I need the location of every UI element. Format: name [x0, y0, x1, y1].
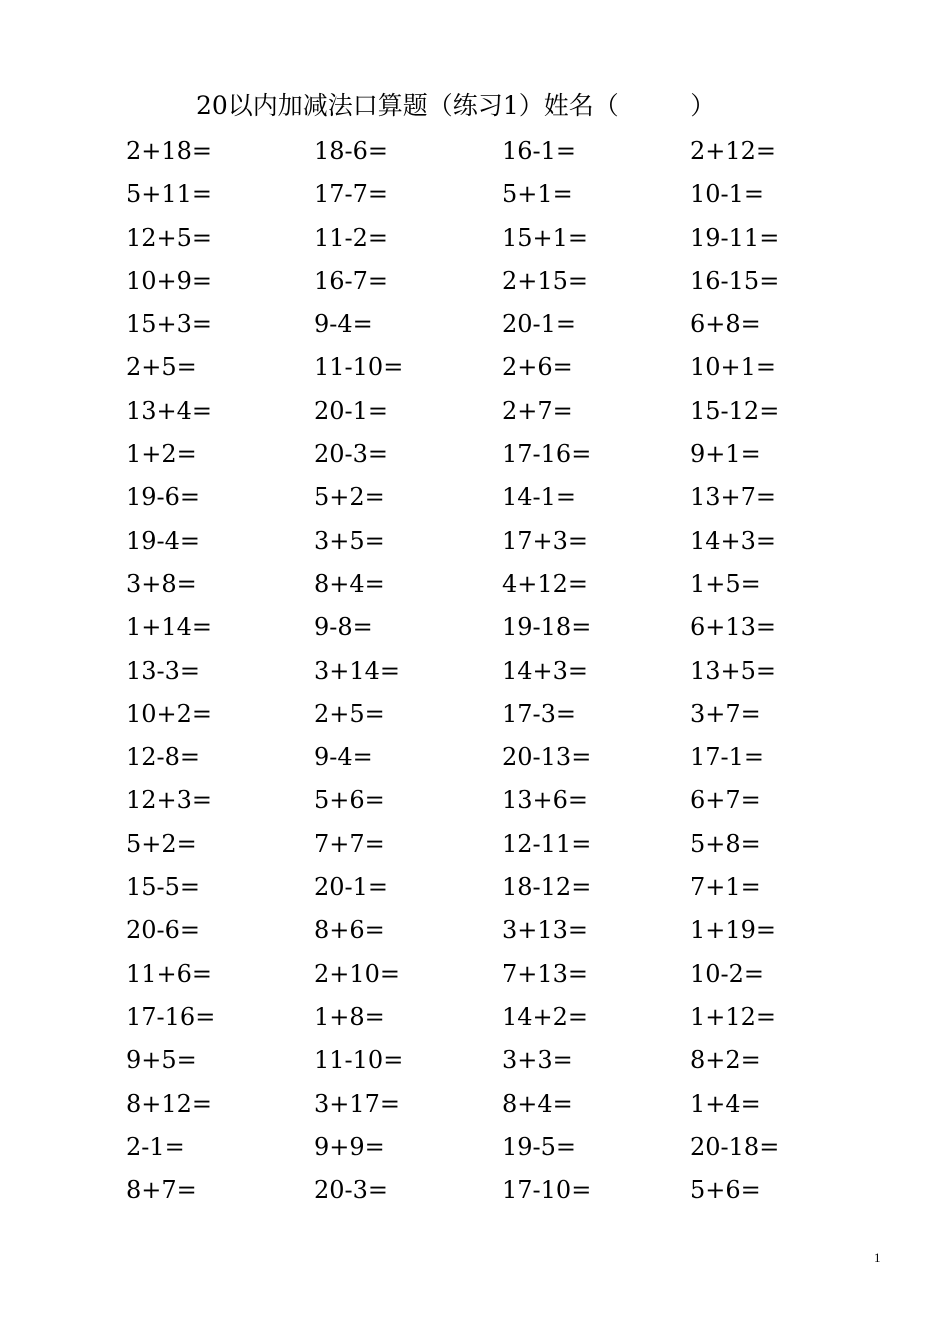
problem-row [126, 173, 886, 216]
math-problem: 19-5= [502, 1132, 577, 1161]
math-problem: 15+1= [502, 223, 589, 252]
math-problem: 11+6= [126, 959, 213, 988]
math-problem: 1+8= [314, 1002, 385, 1031]
math-problem: 7+1= [690, 873, 761, 902]
math-problem: 17-7= [314, 180, 389, 209]
problem-row [126, 433, 886, 476]
math-problem: 17-10= [502, 1176, 592, 1205]
math-problem: 12+3= [126, 786, 213, 815]
math-problem: 19-11= [690, 223, 780, 252]
math-problem: 5+11= [126, 180, 213, 209]
math-problem: 20-3= [314, 440, 389, 469]
math-problem: 2+6= [502, 353, 573, 382]
problem-row [126, 606, 886, 649]
math-problem: 10+2= [126, 699, 213, 728]
math-problem: 13+4= [126, 396, 213, 425]
math-problem: 9-4= [314, 310, 373, 339]
math-problem: 12+5= [126, 223, 213, 252]
math-problem: 3+17= [314, 1089, 401, 1118]
math-problem: 8+4= [314, 569, 385, 598]
math-problem: 5+6= [314, 786, 385, 815]
problem-row [126, 563, 886, 606]
math-problem: 6+8= [690, 310, 761, 339]
math-problem: 2+7= [502, 396, 573, 425]
math-problem: 20-13= [502, 743, 592, 772]
problem-row [126, 650, 886, 693]
math-problem: 6+13= [690, 613, 777, 642]
problem-grid [126, 130, 886, 1212]
math-problem: 2+18= [126, 137, 213, 165]
math-problem: 20-1= [314, 396, 389, 425]
math-problem: 19-6= [126, 483, 201, 512]
math-problem: 13+6= [502, 786, 589, 815]
math-problem: 5+2= [126, 829, 197, 858]
problem-row [126, 217, 886, 260]
math-problem: 20-6= [126, 916, 201, 945]
problem-row [126, 260, 886, 303]
math-problem: 8+4= [502, 1089, 573, 1118]
math-problem: 1+19= [690, 916, 777, 945]
math-problem: 1+5= [690, 569, 761, 598]
math-problem: 15-5= [126, 873, 201, 902]
math-problem: 8+2= [690, 1046, 761, 1075]
problem-row [126, 866, 886, 909]
math-problem: 16-15= [690, 266, 780, 295]
math-problem: 18-6= [314, 137, 389, 165]
problem-row [126, 693, 886, 736]
math-problem: 3+14= [314, 656, 401, 685]
problem-row [126, 909, 886, 952]
math-problem: 17-1= [690, 743, 765, 772]
math-problem: 20-18= [690, 1132, 780, 1161]
problem-row [126, 953, 886, 996]
problem-row [126, 1083, 886, 1126]
math-problem: 9+1= [690, 440, 761, 469]
math-problem: 13-3= [126, 656, 201, 685]
math-problem: 20-1= [314, 873, 389, 902]
math-problem: 2+5= [314, 699, 385, 728]
math-problem: 2-1= [126, 1132, 185, 1161]
problem-row [126, 1169, 886, 1212]
math-problem: 11-2= [314, 223, 389, 252]
math-problem: 9+9= [314, 1132, 385, 1161]
math-problem: 3+8= [126, 569, 197, 598]
problem-row [126, 390, 886, 433]
math-problem: 12-8= [126, 743, 201, 772]
problem-row [126, 346, 886, 389]
problem-row [126, 996, 886, 1039]
math-problem: 8+6= [314, 916, 385, 945]
math-problem: 1+4= [690, 1089, 761, 1118]
math-problem: 16-1= [502, 137, 577, 165]
problem-row [126, 303, 886, 346]
math-problem: 17+3= [502, 526, 589, 555]
math-problem: 14+3= [690, 526, 777, 555]
math-problem: 9-4= [314, 743, 373, 772]
math-problem: 8+12= [126, 1089, 213, 1118]
math-problem: 15-12= [690, 396, 780, 425]
math-problem: 10-2= [690, 959, 765, 988]
math-problem: 9-8= [314, 613, 373, 642]
math-problem: 2+15= [502, 266, 589, 295]
math-problem: 11-10= [314, 353, 404, 382]
math-problem: 14+2= [502, 1002, 589, 1031]
math-problem: 3+3= [502, 1046, 573, 1075]
math-problem: 10+9= [126, 266, 213, 295]
problem-row [126, 823, 886, 866]
problem-row [126, 1039, 886, 1082]
math-problem: 7+13= [502, 959, 589, 988]
math-problem: 3+13= [502, 916, 589, 945]
problem-row [126, 520, 886, 563]
problem-row [126, 130, 886, 173]
math-problem: 5+2= [314, 483, 385, 512]
math-problem: 4+12= [502, 569, 589, 598]
math-problem: 10-1= [690, 180, 765, 209]
math-problem: 20-1= [502, 310, 577, 339]
math-problem: 5+1= [502, 180, 573, 209]
math-problem: 3+5= [314, 526, 385, 555]
math-problem: 5+6= [690, 1176, 761, 1205]
math-problem: 8+7= [126, 1176, 197, 1205]
problem-row [126, 476, 886, 519]
math-problem: 1+14= [126, 613, 213, 642]
math-problem: 10+1= [690, 353, 777, 382]
math-problem: 11-10= [314, 1046, 404, 1075]
math-problem: 5+8= [690, 829, 761, 858]
math-problem: 19-4= [126, 526, 201, 555]
math-problem: 6+7= [690, 786, 761, 815]
worksheet-title: 20以内加减法口算题（练习1）姓名（ ） [196, 91, 716, 120]
math-problem: 7+7= [314, 829, 385, 858]
math-problem: 17-16= [502, 440, 592, 469]
math-problem: 20-3= [314, 1176, 389, 1205]
math-problem: 12-11= [502, 829, 592, 858]
math-problem: 3+7= [690, 699, 761, 728]
math-problem: 17-16= [126, 1002, 216, 1031]
page-number: 1 [874, 1250, 881, 1265]
math-problem: 19-18= [502, 613, 592, 642]
math-problem: 2+10= [314, 959, 401, 988]
math-problem: 18-12= [502, 873, 592, 902]
problem-row [126, 779, 886, 822]
math-problem: 2+5= [126, 353, 197, 382]
problem-row [126, 1126, 886, 1169]
math-problem: 14+3= [502, 656, 589, 685]
math-problem: 16-7= [314, 266, 389, 295]
math-problem: 1+2= [126, 440, 197, 469]
math-problem: 14-1= [502, 483, 577, 512]
math-problem: 1+12= [690, 1002, 777, 1031]
math-problem: 13+7= [690, 483, 777, 512]
math-problem: 17-3= [502, 699, 577, 728]
math-problem: 2+12= [690, 137, 777, 165]
math-problem: 9+5= [126, 1046, 197, 1075]
problem-row [126, 736, 886, 779]
math-problem: 15+3= [126, 310, 213, 339]
math-problem: 13+5= [690, 656, 777, 685]
